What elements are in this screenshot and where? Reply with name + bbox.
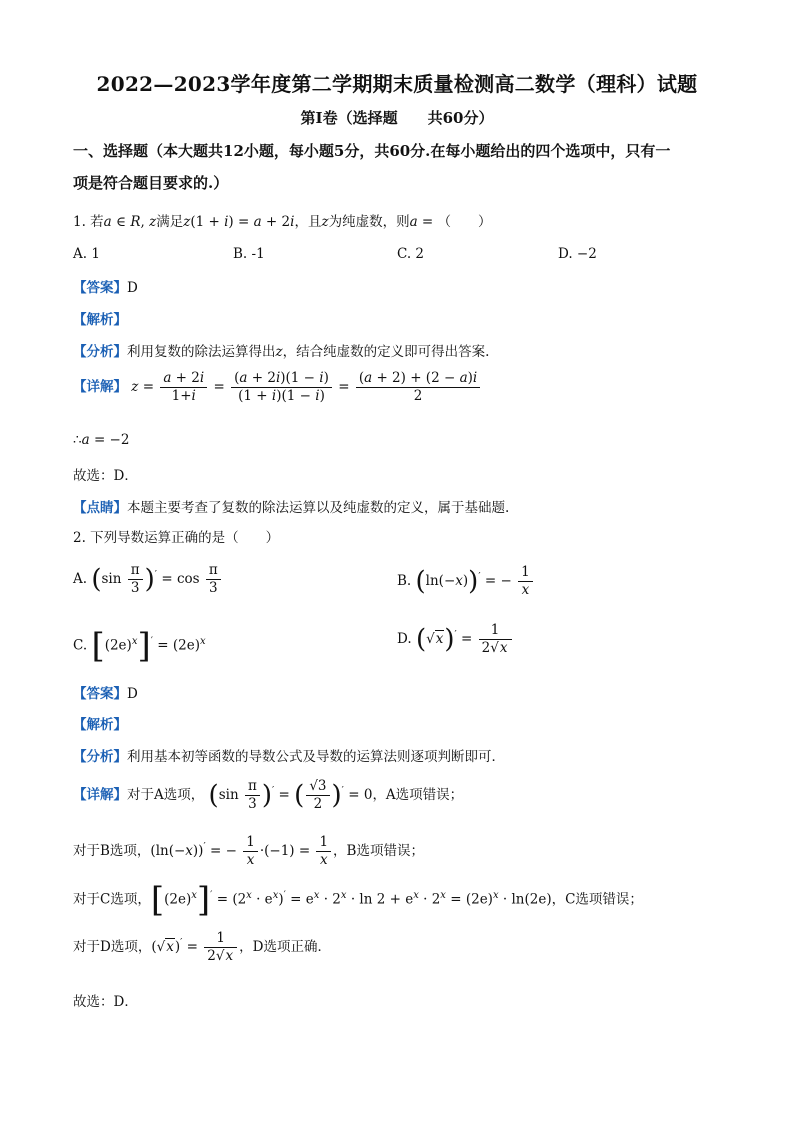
q2-detail-b: 对于B选项，(ln(−x))′ = − $\frac{1}{x}$ ·(−1) = $\frac{1}{x}$ ，B选项错误； xyxy=(73,834,424,868)
q2-detail-a: 【详解】对于A选项， (sin $\frac{\pi}{3}$ )′ = ( $\frac{√3}{2}$ )′ = 0，A选项错误； xyxy=(73,778,464,812)
q1-conclusion: 故选：D． xyxy=(73,468,138,484)
q1-analysis-tag: 【解析】 xyxy=(73,312,127,328)
q2-detail-d: 对于D选项，(√x)′ = $\frac{1}{2√x}$ ，D选项正确． xyxy=(73,930,331,964)
q2-stem: 2. 下列导数运算正确的是（ ） xyxy=(73,530,280,546)
q1-fenxi: 【分析】利用复数的除法运算得出z，结合纯虚数的定义即可得出答案. xyxy=(73,344,490,360)
q1-option-a: A. 1 xyxy=(73,246,100,262)
q1-therefore: ∴a = −2 xyxy=(73,432,130,448)
q2-detail-c: 对于C选项，$[(2e)^x]' = (2^x \cdot e^x)' = e^x \cdot 2^x \cdot \ln 2 + e^x \cdot 2^x = (2e)^x \cdot \ln(2e)$，C选项错误； xyxy=(73,880,643,920)
q1-option-d: D. −2 xyxy=(558,246,597,262)
q2-answer: 【答案】D xyxy=(73,686,138,702)
section-heading-line2: 项是符合题目要求的.） xyxy=(73,174,229,192)
section-subtitle xyxy=(0,107,794,128)
q2-fenxi: 【分析】利用基本初等函数的导数公式及导数的运算法则逐项判断即可． xyxy=(73,749,505,765)
q1-option-b: B. -1 xyxy=(233,246,265,262)
q1-comment: 【点睛】本题主要考查了复数的除法运算以及纯虚数的定义，属于基础题. xyxy=(73,500,510,516)
page-title: 2022—2023学年度第二学期期末质量检测高二数学（理科）试题 xyxy=(96,72,698,96)
q1-option-c: C. 2 xyxy=(397,246,425,262)
q1-stem: 1. 若a ∈ R, z满足z(1 + i) = a + 2i，且z为纯虚数，则a = （ ） xyxy=(73,214,492,230)
q2-analysis-tag: 【解析】 xyxy=(73,717,127,733)
q1-answer: 【答案】D xyxy=(73,280,138,296)
section-heading-line1: 一、选择题（本大题共12小题，每小题5分，共60分.在每小题给出的四个选项中，只有一 xyxy=(73,142,671,160)
q2-option-c: C. $[(2e)^x]' = (2e)^x$ xyxy=(73,626,206,666)
subtitle-right: 共60分） xyxy=(427,109,494,127)
q2-option-a: A. (sin $\frac{\pi}{3}$ )′ = cos $\frac{\pi}{3}$ xyxy=(73,562,223,597)
q2-option-b: B. (ln(−x))′ = − $\frac{1}{x}$ xyxy=(397,564,535,599)
subtitle-left: 第Ⅰ卷（选择题 xyxy=(300,109,398,127)
q2-conclusion: 故选：D． xyxy=(73,994,138,1010)
q2-option-d: D. (√x)′ = $\frac{1}{2√x}$ xyxy=(397,622,514,657)
q1-detail: 【详解】 z = $\frac{a + 2i}{1+i}$ = $\frac{(a + 2i)(1 - i)}{(1 + i)(1 - i)}$ = $\frac{(a + 2) + (2 - a)i}{2}$ xyxy=(73,370,482,405)
